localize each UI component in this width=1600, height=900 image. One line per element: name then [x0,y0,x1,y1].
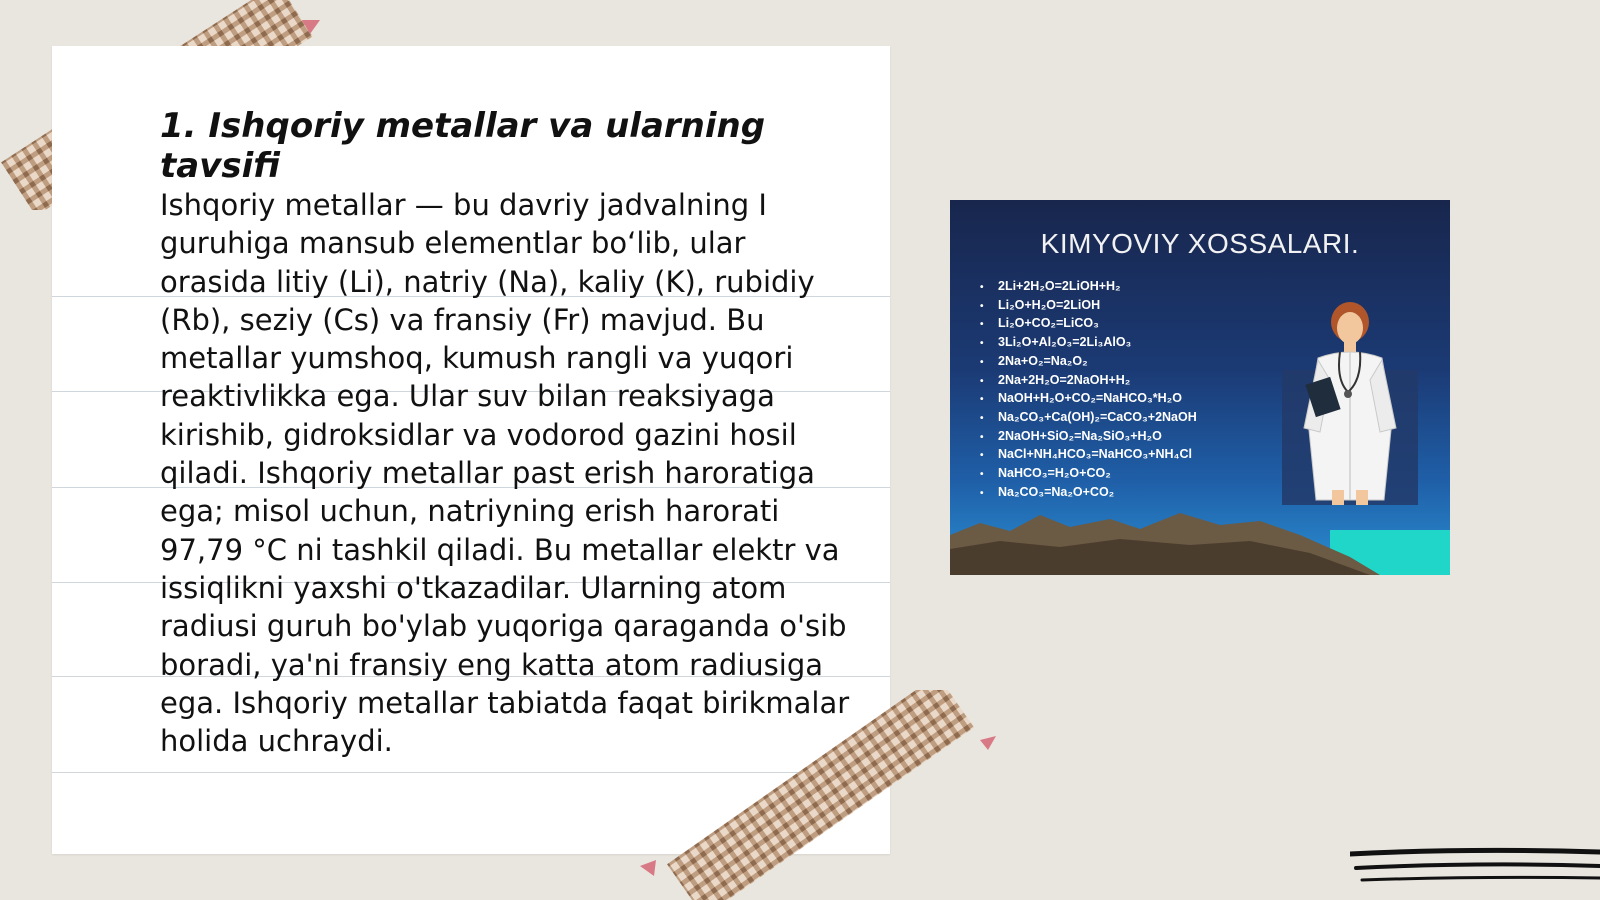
doctor-illustration [1280,300,1420,505]
formula-item: • 2Na+O₂=Na₂O₂ [980,353,1088,368]
formula-item: • NaCl+NH₄HCO₃=NaHCO₃+NH₄Cl [980,447,1192,462]
body-paragraph: Ishqoriy metallar — bu davriy jadvalning I guruhiga mansub elementlar bo‘lib, ular orasida litiy (Li), natriy (Na), kaliy (K), rubidiy (Rb), seziy (Cs) va fransiy (Fr) mavjud. Bu metallar yumshoq, kumush rangli va yuqori reaktivlikka ega. Ular suv bilan reaksiyaga kirishib, gidroksidlar va vodorod gazini hosil qiladi. Ishqoriy metallar past erish haroratiga ega; misol uchun, natriyning erish harorati 97,79 °C ni tashkil qiladi. Bu metallar elektr va issiqlikni yaxshi o'tkazadilar. Ularning atom radiusi guruh bo'ylab yuqoriga qaraganda o'sib boradi, ya'ni fransiy eng katta atom radiusiga ega. Ishqoriy metallar tabiatda faqat birikmalar holida uchraydi. [160,188,850,759]
decorative-scribble [1350,846,1600,890]
formula-item: • Na₂CO₃+Ca(OH)₂=CaCO₃+2NaOH [980,409,1197,424]
formula-item: • Li₂O+H₂O=2LiOH [980,297,1101,312]
mountain-silhouette [950,505,1450,575]
formula-item: • 2NaOH+SiO₂=Na₂SiO₃+H₂O [980,428,1162,443]
formula-item: • 3Li₂O+Al₂O₃=2Li₃AlO₃ [980,335,1132,350]
formula-item: • 2Na+2H₂O=2NaOH+H₂ [980,372,1131,387]
formula-item: • NaOH+H₂O+CO₂=NaHCO₃*H₂O [980,391,1182,406]
formula-item: • Li₂O+CO₂=LiCO₃ [980,316,1099,331]
image-heading: KIMYOVIY XOSSALARI. [1040,228,1360,259]
washi-tape-bottom [640,690,1000,900]
slide-title: 1. Ishqoriy metallar va ularning tavsifi [160,106,766,186]
formula-item: • 2Li+2H₂O=2LiOH+H₂ [980,279,1121,293]
formula-list [980,278,1197,502]
chemical-properties-image [950,200,1450,575]
formula-item: • Na₂CO₃=Na₂O+CO₂ [980,484,1115,499]
formula-item: • NaHCO₃=H₂O+CO₂ [980,466,1111,481]
